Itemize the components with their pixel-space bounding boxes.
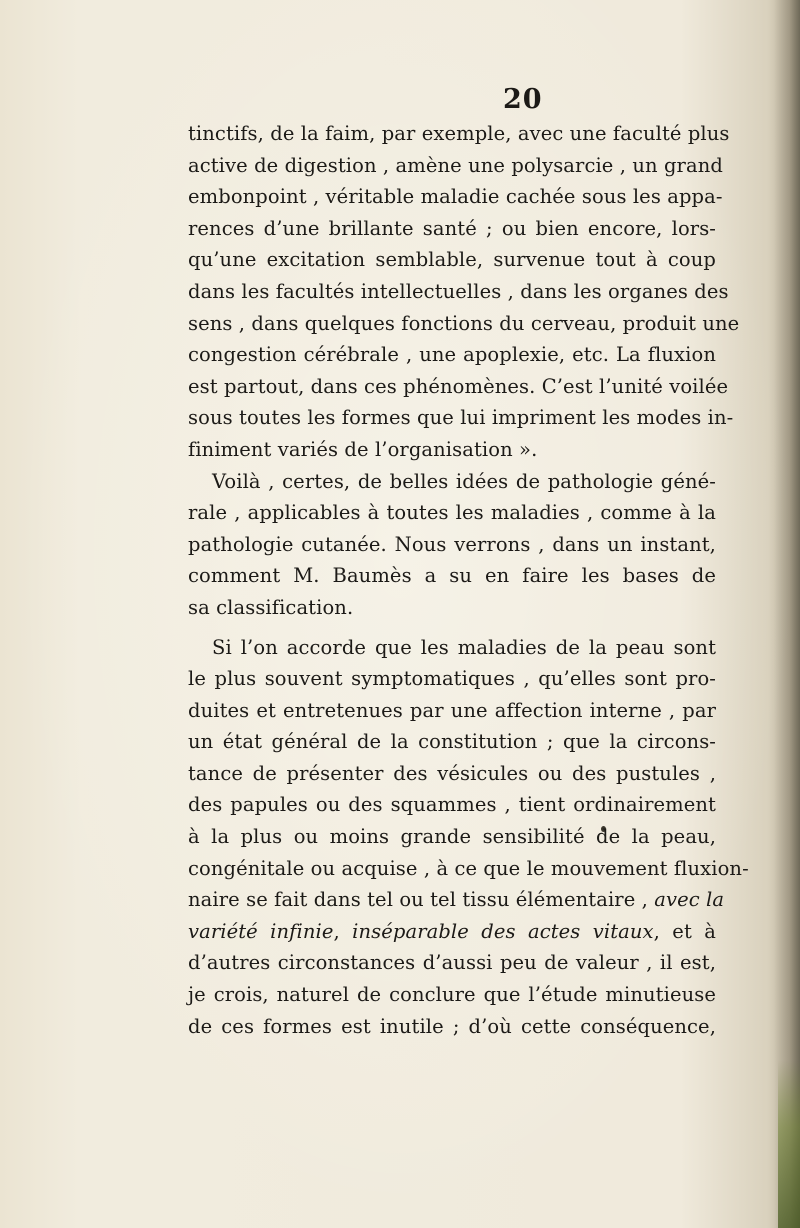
text-line: congestion cérébrale , une apoplexie, etc. La fluxion (188, 343, 716, 367)
text-run: , et à (653, 919, 716, 943)
text-line: Si l’on accorde que les maladies de la peau sont (212, 635, 716, 659)
text-line: tinctifs, de la faim, par exemple, avec une faculté plus (188, 122, 730, 145)
text-line: sens , dans quelques fonctions du cerveau, produit une (188, 311, 740, 335)
body-text (188, 118, 749, 1042)
text-run: , (333, 919, 353, 943)
paragraph-gap (188, 624, 716, 632)
text-line: à la plus ou moins grande sensibilité de la peau, (188, 825, 716, 849)
text-line: de ces formes est inutile ; d’où cette conséquence, (188, 1014, 716, 1038)
text-line: je crois, naturel de conclure que l’étude minutieuse (188, 983, 716, 1007)
page-edge-shadow (774, 0, 800, 1228)
text-line: active de digestion , amène une polysarcie , un grand (188, 153, 723, 177)
text-line-with-emphasis-start (188, 884, 725, 916)
text-line: embonpoint , véritable maladie cachée sous les appa- (188, 185, 723, 209)
text-line: tance de présenter des vésicules ou des pustules , (188, 761, 716, 785)
text-line: est partout, dans ces phénomènes. C’est l’unité voilée (188, 374, 729, 398)
page-edge-stain (778, 1060, 800, 1228)
text-line: sous toutes les formes que lui impriment les modes in- (188, 406, 734, 430)
paragraph-3 (188, 632, 749, 1043)
text-line: comment M. Baumès a su en faire les bases de (188, 564, 716, 588)
paragraph-1 (188, 118, 740, 466)
text-line: duites et entretenues par une affection interne , par (188, 698, 716, 722)
text-line: finiment variés de l’organisation ». (188, 437, 538, 461)
text-line: qu’une excitation semblable, survenue tout à coup (188, 248, 716, 272)
text-line: le plus souvent symptomatiques , qu’elles sont pro- (188, 667, 716, 691)
paragraph-2 (188, 466, 716, 624)
italic-run: avec la (654, 888, 725, 912)
text-line: rale , applicables à toutes les maladies , comme à la (188, 501, 716, 525)
text-line: sa classification. (188, 595, 354, 619)
text-run: naire se fait dans tel ou tel tissu élémentaire , (188, 888, 655, 912)
text-line: congénitale ou acquise , à ce que le mouvement fluxion- (188, 856, 749, 880)
italic-run: inséparable des actes vitaux (352, 919, 654, 943)
page-number: 20 (503, 84, 543, 115)
text-line: pathologie cutanée. Nous verrons , dans un instant, (188, 532, 716, 556)
italic-run: variété infinie (188, 919, 334, 943)
text-line: rences d’une brillante santé ; ou bien encore, lors- (188, 216, 716, 240)
text-line: dans les facultés intellectuelles , dans les organes des (188, 279, 729, 303)
text-line-with-emphasis (188, 916, 716, 948)
text-line: un état général de la constitution ; que la circons- (188, 730, 716, 754)
text-line: d’autres circonstances d’aussi peu de valeur , il est, (188, 951, 716, 975)
text-line: Voilà , certes, de belles idées de pathologie géné- (212, 469, 716, 493)
text-line: des papules ou des squammes , tient ordinairement (188, 793, 716, 817)
